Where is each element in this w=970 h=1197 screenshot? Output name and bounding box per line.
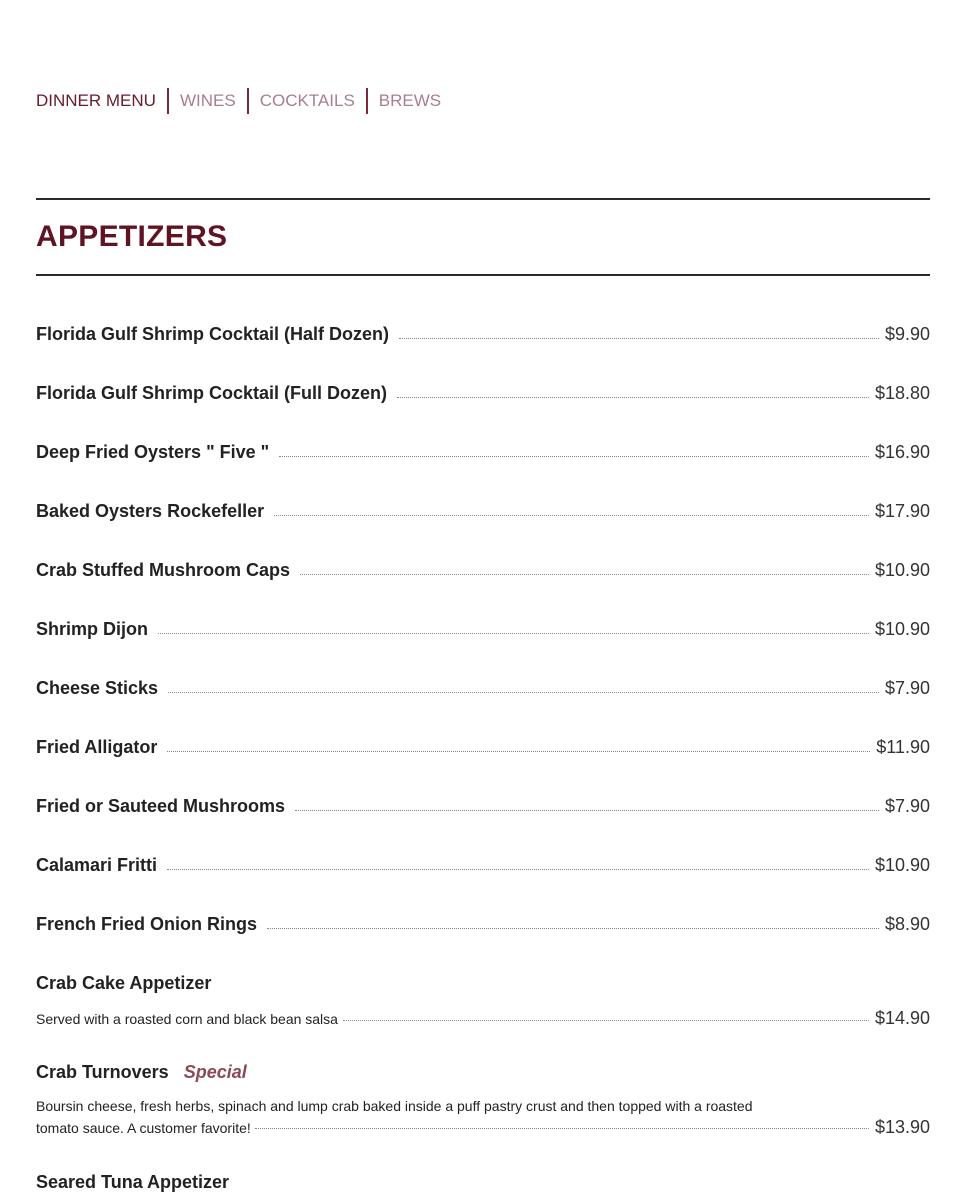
dotted-leader: [267, 927, 879, 929]
item-price: $13.90: [874, 1117, 930, 1137]
item-name: Fried or Sauteed Mushrooms: [36, 796, 286, 816]
dotted-leader: [168, 691, 879, 693]
item-price: $14.90: [874, 1008, 930, 1028]
item-price: $18.80: [874, 383, 930, 403]
dotted-leader: [300, 573, 869, 575]
menu-item: [36, 914, 930, 935]
menu-item: [36, 1062, 930, 1139]
item-name: Calamari Fritti: [36, 855, 158, 875]
item-price: $7.90: [884, 678, 930, 698]
nav-divider: [167, 88, 169, 114]
dotted-leader: [397, 396, 869, 398]
dotted-leader: [167, 750, 870, 752]
item-price: $16.90: [874, 442, 930, 462]
description-line: tomato sauce. A customer favorite!: [36, 1120, 251, 1136]
menu-item: [36, 796, 930, 817]
nav-dinner-menu[interactable]: DINNER MENU: [36, 91, 156, 110]
menu-item: [36, 678, 930, 699]
item-price: $17.90: [874, 501, 930, 521]
item-price: $11.90: [876, 737, 930, 757]
item-price: $10.90: [874, 855, 930, 875]
menu-item: [36, 619, 930, 640]
item-name: French Fried Onion Rings: [36, 914, 258, 934]
item-price: $8.90: [884, 914, 930, 934]
menu-item: [36, 855, 930, 876]
item-description: Served with a roasted corn and black bean salsa: [36, 1011, 338, 1027]
item-name: Fried Alligator: [36, 737, 158, 757]
nav-divider: [247, 88, 249, 114]
item-name: Seared Tuna Appetizer: [36, 1172, 230, 1192]
dotted-leader: [167, 868, 869, 870]
dotted-leader: [343, 1019, 869, 1021]
item-description: [36, 1096, 930, 1139]
nav-wines[interactable]: WINES: [179, 91, 236, 110]
item-price: $10.90: [874, 619, 930, 639]
item-name: Florida Gulf Shrimp Cocktail (Full Dozen): [36, 383, 388, 403]
item-price: $7.90: [884, 796, 930, 816]
menu-item: [36, 324, 930, 345]
nav-divider: [366, 88, 368, 114]
item-price: $10.90: [874, 560, 930, 580]
dotted-leader: [255, 1128, 869, 1129]
item-price: $9.90: [884, 324, 930, 344]
dotted-leader: [399, 337, 879, 339]
menu-item: [36, 1172, 930, 1193]
menu-nav: [36, 88, 441, 114]
item-name: Florida Gulf Shrimp Cocktail (Half Dozen): [36, 324, 390, 344]
nav-cocktails[interactable]: COCKTAILS: [259, 91, 355, 110]
item-name: Deep Fried Oysters " Five ": [36, 442, 270, 462]
dotted-leader: [158, 632, 869, 634]
item-name: Baked Oysters Rockefeller: [36, 501, 265, 521]
menu-item: [36, 442, 930, 463]
menu-item: [36, 973, 930, 1030]
menu-item: [36, 501, 930, 522]
menu-item: [36, 737, 930, 758]
dotted-leader: [295, 809, 879, 811]
dotted-leader: [274, 514, 869, 516]
section-top-rule: [36, 198, 930, 200]
menu-item: [36, 560, 930, 581]
section-title: APPETIZERS: [36, 220, 228, 253]
item-name: Crab Turnovers: [36, 1062, 169, 1082]
menu-item: [36, 383, 930, 404]
description-line: Boursin cheese, fresh herbs, spinach and lump crab baked inside a puff pastry crust and then topped with a roasted: [36, 1098, 753, 1114]
item-name: Cheese Sticks: [36, 678, 159, 698]
special-badge: Special: [183, 1062, 247, 1082]
nav-brews[interactable]: BREWS: [378, 91, 442, 110]
dotted-leader: [279, 455, 869, 457]
item-name: Crab Stuffed Mushroom Caps: [36, 560, 291, 580]
item-name: Shrimp Dijon: [36, 619, 148, 639]
item-name: Crab Cake Appetizer: [36, 973, 212, 993]
section-bottom-rule: [36, 274, 930, 276]
